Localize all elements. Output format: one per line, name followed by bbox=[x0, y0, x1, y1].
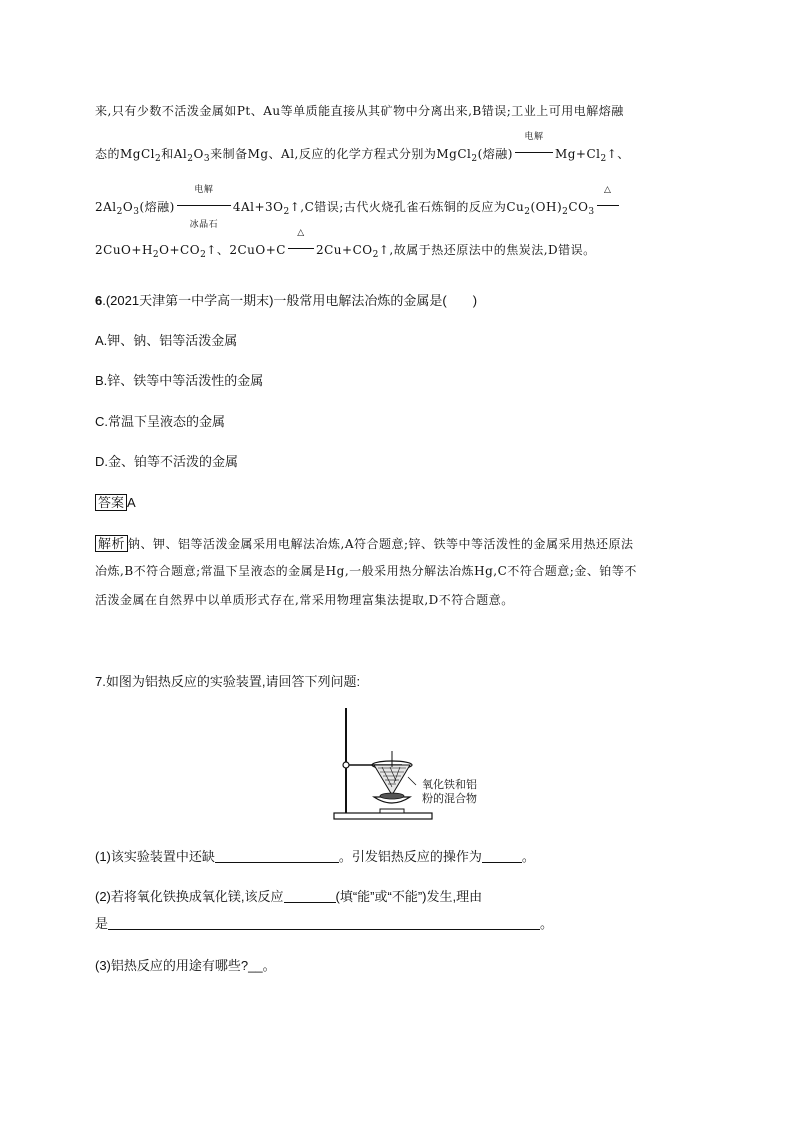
figure-label bbox=[422, 778, 477, 806]
question-number: 6 bbox=[95, 293, 103, 308]
analysis-text: 钠、钾、铝等活泼金属采用电解法冶炼,A符合题意;锌、铁等中等活泼性的金属采用热还原法 bbox=[128, 537, 634, 551]
answer-value: A bbox=[127, 495, 136, 510]
analysis-label: 解析 bbox=[95, 535, 128, 552]
answer-blank[interactable] bbox=[108, 917, 540, 930]
subscript: 2 bbox=[562, 207, 569, 217]
text: O+CO bbox=[159, 243, 201, 257]
text: ↑、2CuO+C bbox=[206, 243, 286, 257]
answer-label: 答案 bbox=[95, 494, 127, 511]
text: ↑,C错误;古代火烧孔雀石炼铜的反应为Cu bbox=[289, 200, 525, 214]
subquestion-1 bbox=[95, 846, 535, 865]
subquestion-3: (3)铝热反应的用途有哪些?__。 bbox=[95, 958, 276, 973]
subscript: 2 bbox=[155, 154, 162, 164]
option-d: D.金、铂等不活泼的金属 bbox=[95, 454, 239, 469]
text: (熔融) bbox=[139, 200, 175, 214]
text: 。引发铝热反应的操作为 bbox=[338, 849, 482, 864]
question-7-stem: 7.如图为铝热反应的实验装置,请回答下列问题: bbox=[95, 674, 361, 689]
answer-blank[interactable] bbox=[215, 850, 339, 863]
subscript: 2 bbox=[471, 154, 478, 164]
text: O bbox=[193, 147, 204, 161]
condition-top: △ bbox=[297, 228, 305, 238]
text: 2Cu+CO bbox=[315, 243, 373, 257]
question-text: .(2021天津第一中学高一期末)一般常用电解法冶炼的金属是( ) bbox=[102, 293, 478, 308]
subscript: 2 bbox=[372, 250, 379, 260]
subscript: 3 bbox=[588, 207, 595, 217]
condition-top: △ bbox=[603, 185, 612, 195]
text: 2CuO+H bbox=[95, 243, 153, 257]
text: (1)该实验装置中还缺 bbox=[95, 849, 215, 864]
subscript: 2 bbox=[116, 207, 123, 217]
subscript: 2 bbox=[524, 207, 531, 217]
figure-label-line-1: 氧化铁和铝 bbox=[422, 779, 477, 791]
text: (2)若将氧化铁换成氧化镁,该反应 bbox=[95, 889, 284, 904]
answer-line bbox=[95, 492, 136, 511]
analysis-line-3: 活泼金属在自然界中以单质形式存在,常采用物理富集法提取,D不符合题意。 bbox=[95, 593, 514, 607]
text: 和Al bbox=[161, 147, 188, 161]
text: 来,只有少数不活泼金属如Pt、Au等单质能直接从其矿物中分离出来,B错误;工业上可用电解熔融 bbox=[95, 104, 624, 118]
thermite-apparatus-figure bbox=[330, 705, 480, 825]
condition-top: 电解 bbox=[524, 132, 544, 142]
condition-bottom: 冰晶石 bbox=[189, 220, 219, 230]
answer-blank[interactable] bbox=[284, 890, 336, 903]
text: 。 bbox=[521, 849, 535, 864]
subscript: 2 bbox=[283, 207, 290, 217]
subscript: 2 bbox=[600, 154, 607, 164]
explanation-line-1 bbox=[95, 102, 624, 119]
option-c: C.常温下呈液态的金属 bbox=[95, 414, 226, 429]
text: 来制备Mg、Al,反应的化学方程式分别为MgCl bbox=[210, 147, 472, 161]
explanation-line-4 bbox=[95, 228, 596, 260]
explanation-line-2 bbox=[95, 132, 630, 164]
text: Mg+Cl bbox=[554, 147, 601, 161]
subquestion-2-cont bbox=[95, 913, 553, 932]
subquestion-2 bbox=[95, 886, 482, 905]
figure-label-line-2: 粉的混合物 bbox=[422, 793, 477, 805]
text: 2Al bbox=[95, 200, 117, 214]
text: 是 bbox=[95, 916, 109, 931]
text: CO bbox=[568, 200, 589, 214]
analysis-line-2: 冶炼,B不符合题意;常温下呈液态的金属是Hg,一般采用热分解法冶炼Hg,C不符合题意;金、铂等不 bbox=[95, 564, 637, 578]
text: (OH) bbox=[530, 200, 563, 214]
analysis-line-1 bbox=[95, 533, 634, 552]
subscript: 2 bbox=[200, 250, 207, 260]
condition-top: 电解 bbox=[194, 185, 214, 195]
option-a: A.钾、钠、铝等活泼金属 bbox=[95, 333, 238, 348]
text: (填“能”或“不能”)发生,理由 bbox=[335, 889, 483, 904]
text: (熔融) bbox=[477, 147, 513, 161]
text: ↑,故属于热还原法中的焦炭法,D错误。 bbox=[378, 243, 596, 257]
subscript: 2 bbox=[152, 250, 160, 260]
text: 态的MgCl bbox=[95, 147, 155, 161]
explanation-line-3 bbox=[95, 185, 621, 230]
option-b: B.锌、铁等中等活泼性的金属 bbox=[95, 373, 264, 388]
apparatus-drawing bbox=[330, 705, 480, 825]
subscript: 2 bbox=[187, 154, 194, 164]
question-6-stem bbox=[95, 290, 477, 309]
text: 4Al+3O bbox=[232, 200, 284, 214]
answer-blank[interactable] bbox=[482, 850, 522, 863]
text: 。 bbox=[540, 916, 554, 931]
text: ↑、 bbox=[606, 147, 630, 161]
text: O bbox=[122, 200, 134, 214]
subscript: 3 bbox=[203, 154, 211, 164]
subscript: 3 bbox=[133, 207, 140, 217]
